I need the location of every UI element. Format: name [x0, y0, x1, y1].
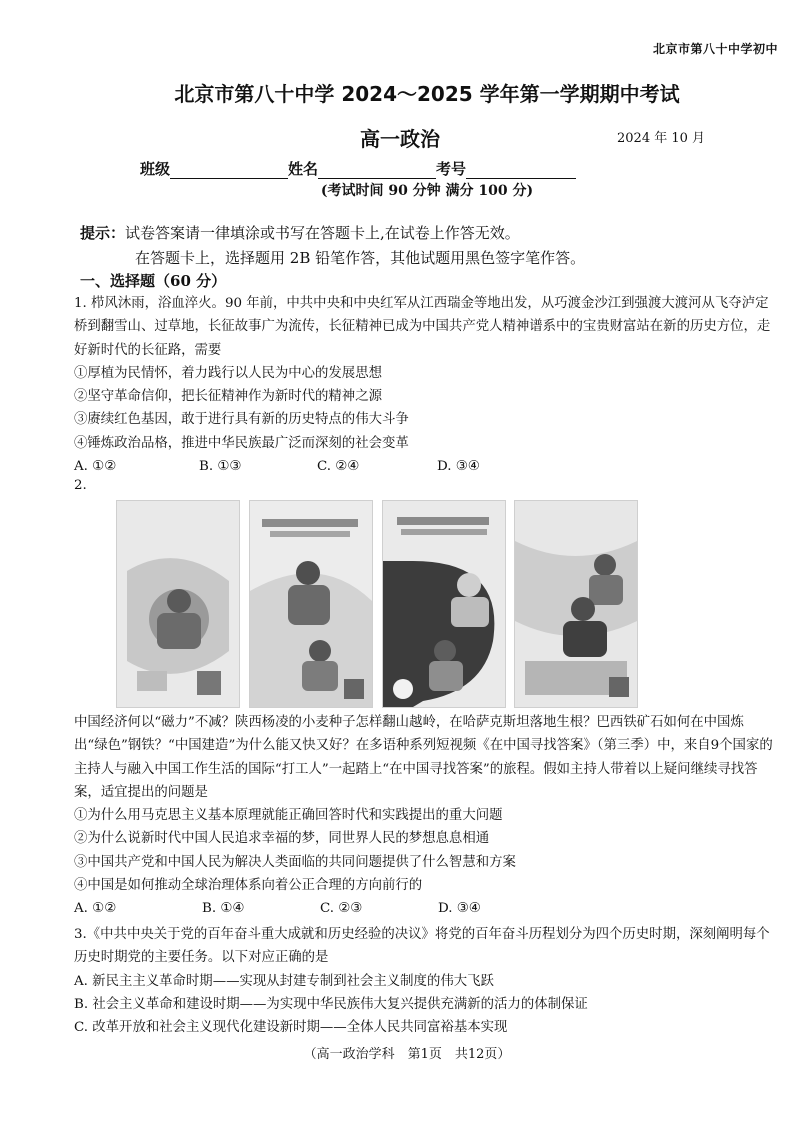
option-b: B. ①④ — [202, 901, 245, 917]
name-label: 姓名 — [288, 160, 319, 178]
option-b: B. ①③ — [199, 459, 242, 475]
option-c: C. ②③ — [320, 901, 363, 917]
question-1-stem: 1. 栉风沐雨，浴血淬火。90 年前，中共中央和中央红军从江西瑞金等地出发，从巧渡金沙江到强渡大渡河从飞夺泸定桥到翻雪山、过草地，长征故事广为流传，长征精神已成为中国共产党人精神谱系中的宝贵财富站在新的历史方位，走好新时代的长征路，需要 — [74, 296, 771, 358]
tip-line-1: 试卷答案请一律填涂或书写在答题卡上,在试卷上作答无效。 — [125, 224, 520, 242]
class-blank[interactable] — [170, 162, 288, 179]
class-label: 班级 — [140, 160, 171, 178]
poster-1-graphic — [117, 501, 239, 707]
section-heading: 一、选择题（60 分） — [80, 272, 227, 290]
exam-date: 2024 年 10 月 — [617, 131, 706, 146]
tip-line-2: 在答题卡上，选择题用 2B 铅笔作答，其他试题用黑色签字笔作答。 — [135, 249, 586, 267]
question-3-option: B. 社会主义革命和建设时期——为实现中华民族伟大复兴提供充满新的活力的体制保证 — [74, 996, 588, 1012]
exam-subject: 高一政治 — [360, 127, 440, 151]
question-2 — [74, 711, 774, 921]
poster-image-3 — [382, 500, 506, 708]
id-field[interactable] — [436, 158, 576, 179]
option-c: C. ②④ — [317, 459, 360, 475]
question-1-item: ②坚守革命信仰，把长征精神作为新时代的精神之源 — [74, 389, 382, 405]
option-a: A. ①② — [74, 459, 117, 475]
question-3 — [74, 923, 774, 1039]
option-d: D. ③④ — [438, 901, 481, 917]
question-2-item: ④中国是如何推动全球治理体系向着公正合理的方向前行的 — [74, 878, 423, 894]
question-2-number: 2. — [74, 478, 87, 493]
poster-image-4 — [514, 500, 638, 708]
name-field[interactable] — [288, 158, 436, 179]
tip-label: 提示： — [80, 224, 126, 242]
question-2-options — [74, 897, 774, 920]
exam-title: 北京市第八十中学 2024～2025 学年第一学期期中考试 — [174, 82, 680, 106]
question-1-item: ①厚植为民情怀，着力践行以人民为中心的发展思想 — [74, 365, 382, 381]
question-2-stem: 中国经济何以“磁力”不减？陕西杨凌的小麦种子怎样翻山越岭，在哈萨克斯坦落地生根？巴西铁矿石如何在中国炼出“绿色”钢铁？“中国建造”为什么能又快又好？在多语种系列短视频《在中国寻找答案》（第三季）中，来自9个国家的主持人与融入中国工作生活的国际“打工人”一起踏上“在中国寻找答案”的旅程。假如主持人带着以上疑问继续寻找答案，适宜提出的问题是 — [74, 715, 773, 800]
id-label: 考号 — [436, 160, 467, 178]
poster-image-1 — [116, 500, 240, 708]
question-3-option: C. 改革开放和社会主义现代化建设新时期——全体人民共同富裕基本实现 — [74, 1020, 508, 1036]
video-posters — [116, 500, 636, 706]
option-d: D. ③④ — [437, 459, 480, 475]
poster-2-graphic — [250, 501, 372, 707]
poster-image-2 — [249, 500, 373, 708]
question-1-item: ③赓续红色基因，敢于进行具有新的历史特点的伟大斗争 — [74, 412, 409, 428]
student-info-fields — [140, 158, 576, 179]
question-2-item: ③中国共产党和中国人民为解决人类面临的共同问题提供了什么智慧和方案 — [74, 854, 516, 870]
page-footer: （高一政治学科 第1页 共12页） — [303, 1047, 511, 1062]
question-2-item: ①为什么用马克思主义基本原理就能正确回答时代和实践提出的重大问题 — [74, 808, 503, 824]
name-blank[interactable] — [318, 162, 436, 179]
question-1 — [74, 292, 774, 478]
question-1-item: ④锤炼政治品格，推进中华民族最广泛而深刻的社会变革 — [74, 435, 409, 451]
exam-tip — [80, 221, 760, 271]
exam-info: (考试时间 90 分钟 满分 100 分) — [320, 183, 534, 199]
id-blank[interactable] — [466, 162, 576, 179]
poster-4-graphic — [515, 501, 637, 707]
question-1-options — [74, 455, 774, 478]
poster-3-graphic — [383, 501, 505, 707]
question-2-item: ②为什么说新时代中国人民追求幸福的梦，同世界人民的梦想息息相通 — [74, 831, 490, 847]
school-stamp: 北京市第八十中学初中 — [652, 42, 778, 56]
option-a: A. ①② — [74, 901, 117, 917]
question-3-option: A. 新民主主义革命时期——实现从封建专制到社会主义制度的伟大飞跃 — [74, 973, 494, 989]
question-3-stem: 3.《中共中央关于党的百年奋斗重大成就和历史经验的决议》将党的百年奋斗历程划分为四个历史时期，深刻阐明每个历史时期党的主要任务。以下对应正确的是 — [74, 927, 770, 966]
class-field[interactable] — [140, 158, 288, 179]
